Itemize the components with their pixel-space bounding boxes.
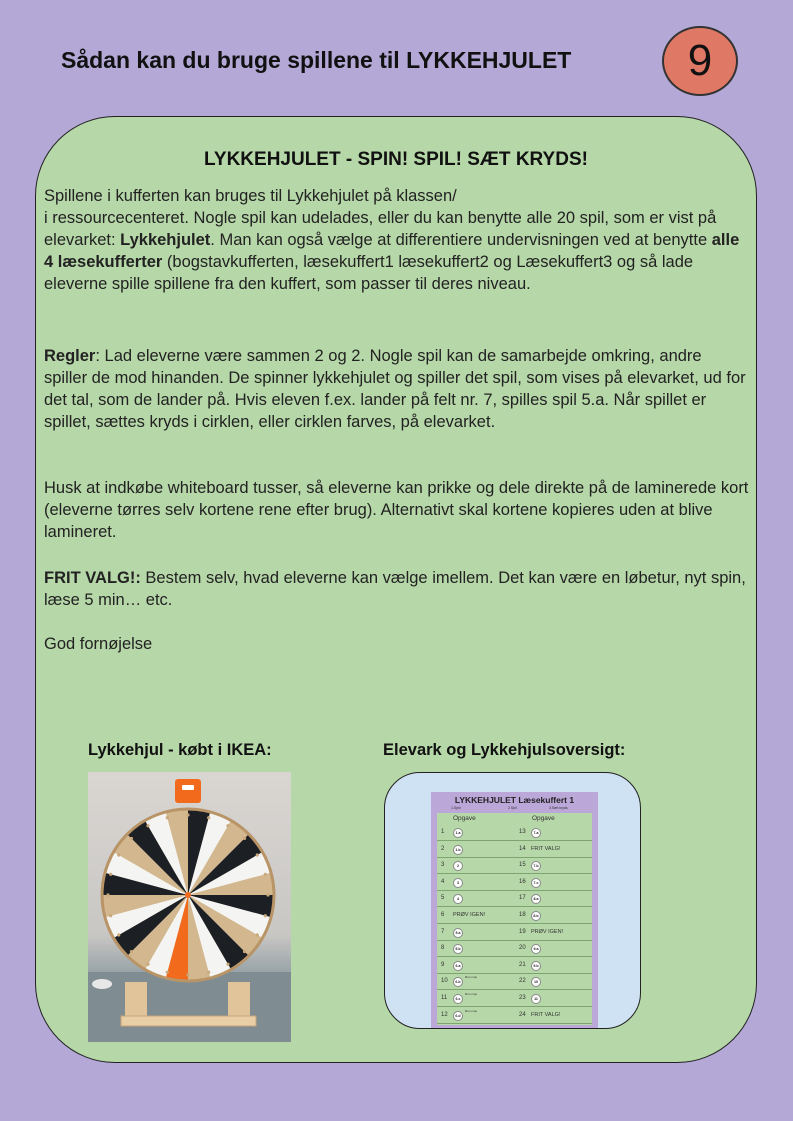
wheel-peg [166, 971, 169, 974]
sheet-step-3: 3.Sæt kryds [549, 806, 568, 810]
sheet-cell-left [437, 842, 514, 858]
wheel-peg [256, 933, 259, 936]
sheet-cell-left [437, 941, 514, 957]
task-bubble: 8.b [531, 911, 541, 921]
sheet-row-number: 22 [519, 978, 526, 985]
content-card [35, 116, 757, 1063]
sheet-cell-left [437, 891, 514, 907]
task-bubble: 4 [453, 894, 463, 904]
task-text: PRØV IGEN! [531, 928, 564, 935]
sheet-row-number: 14 [519, 845, 526, 852]
wheel-peg [226, 824, 229, 827]
sheet-row-number: 18 [519, 912, 526, 918]
sheet-row [437, 825, 592, 841]
sheet-step-1: 1.Spin [451, 806, 461, 810]
wheel-peg [166, 816, 169, 819]
intro-bold-kufferter: alle 4 læsekufferter [44, 231, 740, 271]
sheet-cell-right [515, 1008, 592, 1024]
sheet-cell-right [515, 891, 592, 907]
task-bubble: 6.a [453, 961, 463, 971]
sheet-title: LYKKEHJULET Læsekuffert 1 [454, 795, 575, 805]
task-text: FRIT VALG! [531, 845, 561, 852]
sheet-row [437, 958, 592, 974]
sheet-col-right: Opgave [532, 815, 555, 822]
wheel-peg [207, 816, 210, 819]
intro-text-b: . Man kan også vælge at differentiere undervisningen ved at benytte [210, 231, 712, 249]
task-note: Run mop [465, 975, 478, 980]
task-note: Run mop [465, 1008, 478, 1013]
sheet-col-left: Opgave [453, 815, 476, 822]
wheel-peg [117, 933, 120, 936]
sheet-step-2: 2.Spil [508, 806, 517, 810]
free-choice-text: Bestem selv, hvad eleverne kan vælge imellem. Det kan være en løbetur, nyt spin, læse 5 min… etc. [44, 569, 746, 609]
task-bubble: 10 [531, 977, 541, 987]
wheel-peg [186, 973, 189, 976]
wheel-photo [88, 772, 291, 1042]
student-sheet [431, 792, 598, 1028]
wheel-peg [266, 893, 269, 896]
wheel-peg [117, 853, 120, 856]
task-bubble: 2 [453, 861, 463, 871]
task-bubble: 9.a [531, 944, 541, 954]
sheet-cell-right [515, 925, 592, 941]
task-bubble: 8.a [531, 894, 541, 904]
student-sheet-frame [384, 772, 641, 1029]
sheet-cell-left [437, 991, 514, 1007]
sheet-cell-right [515, 958, 592, 974]
task-bubble: 5.a [453, 928, 463, 938]
sheet-row-number: 12 [441, 1011, 448, 1018]
sheet-row [437, 991, 592, 1007]
sheet-cell-left [437, 908, 514, 924]
sheet-row [437, 908, 592, 924]
sheet-row [437, 858, 592, 874]
wheel-peg [146, 824, 149, 827]
task-bubble: 6.d [453, 1011, 463, 1021]
sheet-cell-left [437, 925, 514, 941]
intro-line-1: Spillene i kufferten kan bruges til Lykkehjulet på klassen/ [44, 187, 457, 205]
wheel-peg [264, 873, 267, 876]
sheet-row-number: 3 [441, 862, 445, 869]
wheel-illustration [88, 772, 291, 1042]
task-bubble: 7.b [531, 861, 541, 871]
sheet-row [437, 842, 592, 858]
sheet-row-number: 5 [441, 895, 445, 902]
wheel-peg [109, 873, 112, 876]
task-bubble: 9.b [531, 961, 541, 971]
rules-text: : Lad eleverne være sammen 2 og 2. Nogle spil kan de samarbejde omkring, andre spiller de mod hinanden. De spinner lykkehjulet og spiller det spil, som vises på elevarket, ud for det tal, som de lander på. Hvis eleven f.ex. lander på felt nr. 7, spilles spil 5.a. Når spillet er spillet, sættes kryds i cirklen, eller cirklen farves, på elevarket. [44, 347, 746, 431]
sheet-row-number: 19 [519, 928, 526, 935]
task-bubble: 3 [453, 878, 463, 888]
sheet-row-number: 11 [441, 995, 448, 1001]
sheet-cell-right [515, 875, 592, 891]
wheel-peg [243, 837, 246, 840]
sheet-row-number: 16 [519, 878, 526, 885]
intro-paragraph [44, 185, 749, 295]
sheet-row-number: 10 [441, 978, 448, 985]
sheet-cell-left [437, 825, 514, 841]
sheet-cell-left [437, 858, 514, 874]
sheet-row [437, 875, 592, 891]
free-choice-paragraph [44, 567, 749, 611]
sheet-row [437, 974, 592, 990]
wheel-peg [130, 950, 133, 953]
wheel-peg [207, 971, 210, 974]
sheet-row-number: 24 [519, 1011, 526, 1018]
sheet-row-number: 21 [519, 961, 526, 968]
sheet-row-number: 7 [441, 928, 445, 935]
sheet-cell-left [437, 1008, 514, 1024]
task-bubble: 11 [531, 994, 541, 1004]
page-number-badge: 9 [662, 26, 738, 96]
sheet-row [437, 891, 592, 907]
sheet-cell-right [515, 991, 592, 1007]
sheet-caption: Elevark og Lykkehjulsoversigt: [383, 741, 626, 759]
sheet-row [437, 925, 592, 941]
task-bubble: 5.b [453, 944, 463, 954]
sheet-cell-left [437, 974, 514, 990]
sheet-cell-right [515, 908, 592, 924]
rules-label: Regler [44, 347, 96, 365]
task-text: FRIT VALG! [531, 1011, 561, 1018]
card-heading: LYKKEHJULET - SPIN! SPIL! SÆT KRYDS! [204, 149, 588, 170]
wheel-peg [264, 914, 267, 917]
sheet-row-number: 23 [519, 995, 526, 1001]
sheet-cell-left [437, 958, 514, 974]
task-bubble: 6.b [453, 977, 463, 987]
task-bubble: 1.a [453, 828, 463, 838]
sheet-row-number: 13 [519, 829, 526, 835]
wheel-peg [109, 914, 112, 917]
sheet-row-number: 17 [519, 895, 526, 902]
sheet-row-number: 8 [441, 945, 445, 952]
task-text: PRØV IGEN! [453, 912, 486, 918]
sheet-row-number: 9 [441, 961, 445, 968]
intro-bold-lykkehjulet: Lykkehjulet [120, 231, 211, 249]
wheel-peg [186, 813, 189, 816]
sheet-row-number: 15 [519, 862, 526, 869]
sheet-row-number: 20 [519, 945, 526, 952]
free-choice-label: FRIT VALG!: [44, 569, 141, 587]
task-note: Run mop [465, 992, 478, 996]
closing-text: God fornøjelse [44, 635, 153, 653]
sheet-row-number: 1 [441, 829, 445, 835]
sheet-cell-right [515, 941, 592, 957]
rules-paragraph [44, 345, 749, 433]
sheet-row-number: 4 [441, 878, 445, 885]
wheel-peg [243, 950, 246, 953]
sheet-row-number: 2 [441, 845, 445, 852]
sheet-cell-left [437, 875, 514, 891]
page-title: Sådan kan du bruge spillene til LYKKEHJULET [61, 47, 572, 73]
wheel-caption: Lykkehjul - købt i IKEA: [88, 741, 272, 759]
sheet-cell-right [515, 974, 592, 990]
wheel-peg [256, 853, 259, 856]
sheet-cell-right [515, 825, 592, 841]
intro-text-a: i ressourcecenteret. Nogle spil kan udelades, eller du kan benytte alle 20 spil, som er vist på elevarket: [44, 209, 717, 249]
task-bubble: 1.b [453, 845, 463, 855]
task-bubble: 6.c [453, 994, 463, 1004]
wheel-peg [146, 963, 149, 966]
wheel-pointer-mount [175, 779, 201, 803]
wheel-peg [106, 893, 109, 896]
sheet-cell-right [515, 858, 592, 874]
markers-paragraph: Husk at indkøbe whiteboard tusser, så eleverne kan prikke og dele direkte på de laminerede kort (eleverne tørres selv kortene rene efter brug). Alternativt skal kortene kopieres uden at blive lamineret. [44, 479, 749, 541]
sheet-row [437, 941, 592, 957]
wheel-peg [226, 963, 229, 966]
intro-text-c: (bogstavkufferten, læsekuffert1 læsekuffert2 og Læsekuffert3 og så lade eleverne spille spillene fra den kuffert, som passer til deres niveau. [44, 253, 694, 293]
task-bubble: 7.a [531, 828, 541, 838]
sheet-row-number: 6 [441, 912, 445, 918]
task-bubble: 7.c [531, 878, 541, 888]
wheel-peg [130, 837, 133, 840]
sheet-table [437, 813, 592, 1025]
sheet-row [437, 1008, 592, 1024]
sheet-cell-right [515, 842, 592, 858]
